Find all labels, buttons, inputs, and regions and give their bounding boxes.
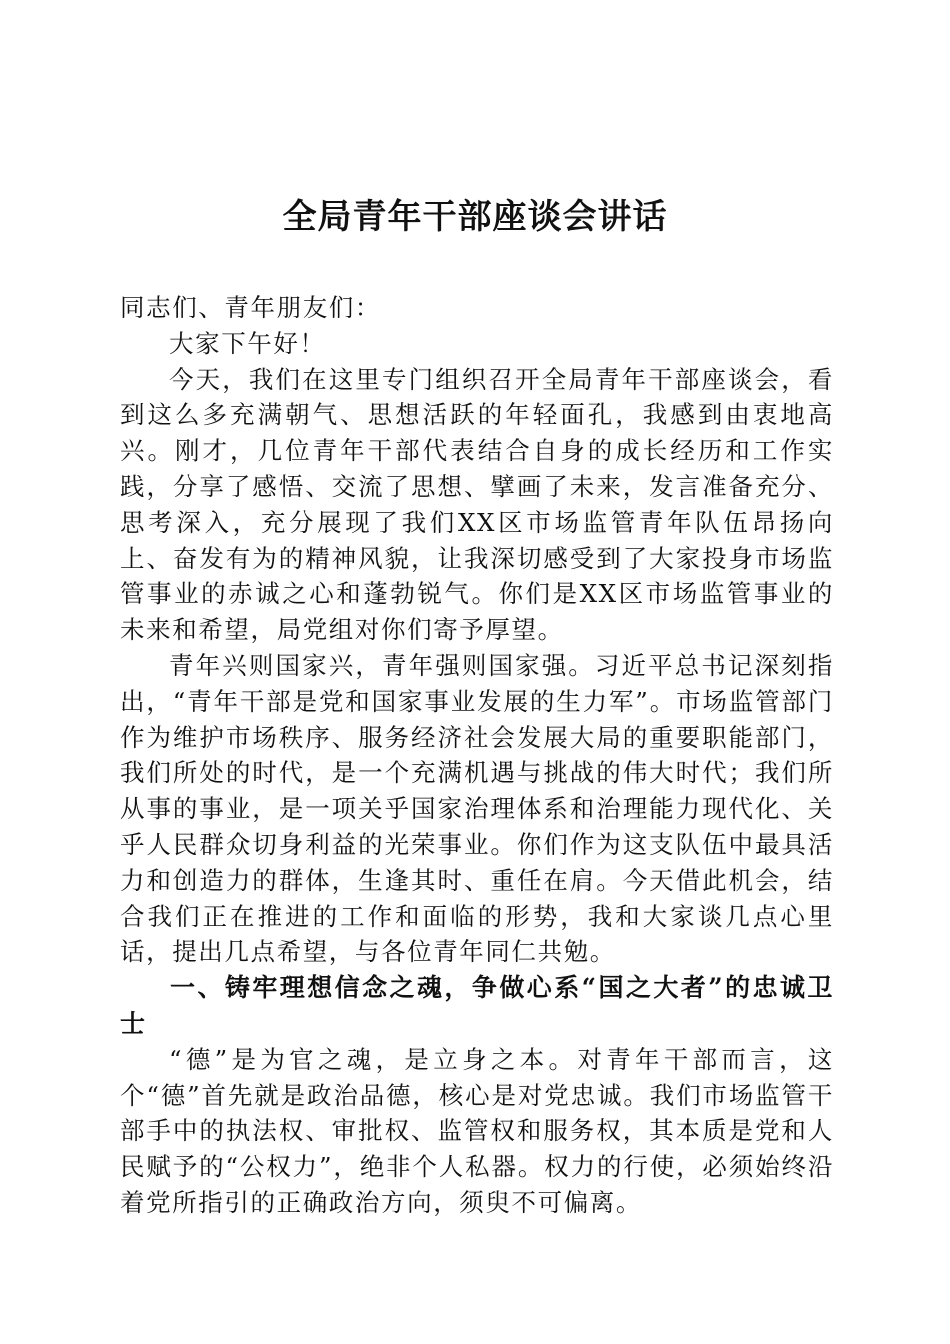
document-body (120, 290, 834, 1221)
section-heading-1: 一、铸牢理想信念之魂，争做心系“国之大者”的忠诚卫士 (120, 973, 834, 1038)
section-1-paragraph: “德”是为官之魂，是立身之本。对青年干部而言，这个“德”首先就是政治品德，核心是对党忠诚。我们市场监管干部手中的执法权、审批权、监管权和服务权，其本质是党和人民赋予的“公权力”，绝非个人私器。权力的行使，必须始终沿着党所指引的正确政治方向，须臾不可偏离。 (120, 1044, 834, 1217)
paragraph-opening: 今天，我们在这里专门组织召开全局青年干部座谈会，看到这么多充满朝气、思想活跃的年轻面孔，我感到由衷地高兴。刚才，几位青年干部代表结合自身的成长经历和工作实践，分享了感悟、交流了思想、擘画了未来，发言准备充分、思考深入，充分展现了我们XX区市场监管青年队伍昂扬向上、奋发有为的精神风貌，让我深切感受到了大家投身市场监管事业的赤诚之心和蓬勃锐气。你们是XX区市场监管事业的未来和希望，局党组对你们寄予厚望。 (120, 364, 834, 645)
salutation: 同志们、青年朋友们： (120, 293, 381, 322)
page-title: 全局青年干部座谈会讲话 (282, 197, 668, 237)
greeting: 大家下午好！ (169, 328, 326, 358)
paragraph-context: 青年兴则国家兴，青年强则国家强。习近平总书记深刻指出，“青年干部是党和国家事业发展的生力军”。市场监管部门作为维护市场秩序、服务经济社会发展大局的重要职能部门，我们所处的时代，是一个充满机遇与挑战的伟大时代；我们所从事的事业，是一项关乎国家治理体系和治理能力现代化、关乎人民群众切身利益的光荣事业。你们作为这支队伍中最具活力和创造力的群体，生逢其时、重任在肩。今天借此机会，结合我们正在推进的工作和面临的形势，我和大家谈几点心里话，提出几点希望，与各位青年同仁共勉。 (120, 650, 834, 967)
